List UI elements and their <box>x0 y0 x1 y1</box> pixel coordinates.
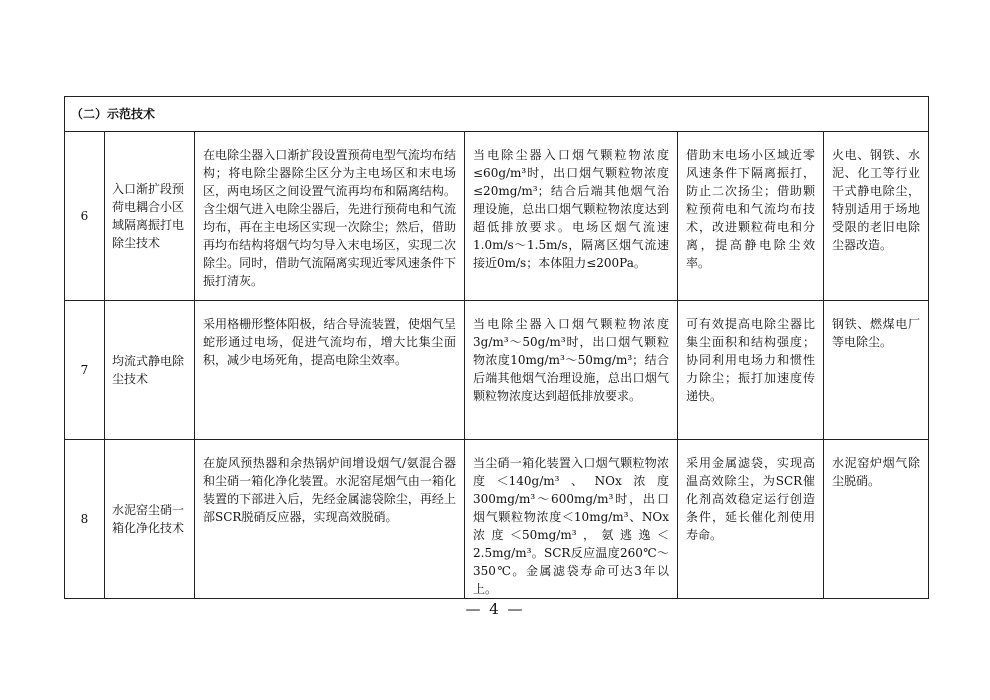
application-scope: 火电、钢铁、水泥、化工等行业干式静电除尘，特别适用于场地受限的老旧电除尘器改造。 <box>824 132 929 301</box>
section-header-row <box>65 97 929 132</box>
technology-name: 水泥窑尘硝一箱化净化技术 <box>105 440 195 599</box>
technology-indicator: 当电除尘器入口烟气颗粒物浓度3g/m³～50g/m³时，出口烟气颗粒物浓度10mg/m³～50mg/m³；结合后端其他烟气治理设施，总出口烟气颗粒物浓度达到超低排放要求。 <box>465 301 678 440</box>
technology-content: 在旋风预热器和余热锅炉间增设烟气/氨混合器和尘硝一箱化净化装置。水泥窑尾烟气由一箱化装置的下部进入后，先经金属滤袋除尘，再经上部SCR脱硝反应器，实现高效脱硝。 <box>195 440 465 599</box>
technology-features: 借助末电场小区域近零风速条件下隔离振打，防止二次扬尘；借助颗粒预荷电和气流均布技术，改进颗粒荷电和分离，提高静电除尘效率。 <box>678 132 824 301</box>
table-row <box>65 440 929 599</box>
technology-content: 在电除尘器入口渐扩段设置预荷电型气流均布结构；将电除尘器除尘区分为主电场区和末电场区，两电场区之间设置气流再均布和隔离结构。含尘烟气进入电除尘器后，先进行预荷电和气流均布，再在主电场区实现一次除尘；然后，借助再均布结构将烟气均匀导入末电场区，实现二次除尘。同时，借助气流隔离实现近零风速条件下振打清灰。 <box>195 132 465 301</box>
table-row <box>65 132 929 301</box>
technology-features: 可有效提高电除尘器比集尘面积和结构强度；协同利用电场力和惯性力除尘；振打加速度传递快。 <box>678 301 824 440</box>
technology-features: 采用金属滤袋，实现高温高效除尘，为SCR催化剂高效稳定运行创造条件，延长催化剂使用寿命。 <box>678 440 824 599</box>
application-scope: 钢铁、燃煤电厂等电除尘。 <box>824 301 929 440</box>
technology-name: 入口渐扩段预荷电耦合小区域隔离振打电除尘技术 <box>105 132 195 301</box>
application-scope: 水泥窑炉烟气除尘脱硝。 <box>824 440 929 599</box>
section-title: （二）示范技术 <box>65 97 929 132</box>
technology-name: 均流式静电除尘技术 <box>105 301 195 440</box>
technology-table <box>64 96 929 599</box>
table-row <box>65 301 929 440</box>
row-number: 7 <box>65 301 105 440</box>
technology-indicator: 当尘硝一箱化装置入口烟气颗粒物浓度＜140g/m³、NOx浓度300mg/m³～600mg/m³时，出口烟气颗粒物浓度＜10mg/m³、NOx浓度＜50mg/m³，氨逃逸＜2.5mg/m³。SCR反应温度260℃～350℃。金属滤袋寿命可达3年以上。 <box>465 440 678 599</box>
row-number: 8 <box>65 440 105 599</box>
row-number: 6 <box>65 132 105 301</box>
technology-indicator: 当电除尘器入口烟气颗粒物浓度≤60g/m³时，出口烟气颗粒物浓度≤20mg/m³；结合后端其他烟气治理设施，总出口烟气颗粒物浓度达到超低排放要求。电场区烟气流速1.0m/s～1.5m/s，隔离区烟气流速接近0m/s；本体阻力≤200Pa。 <box>465 132 678 301</box>
technology-content: 采用格栅形整体阳极，结合导流装置，使烟气呈蛇形通过电场，促进气流均布，增大比集尘面积，减少电场死角，提高电除尘效率。 <box>195 301 465 440</box>
page-number: — 4 — <box>465 600 525 618</box>
